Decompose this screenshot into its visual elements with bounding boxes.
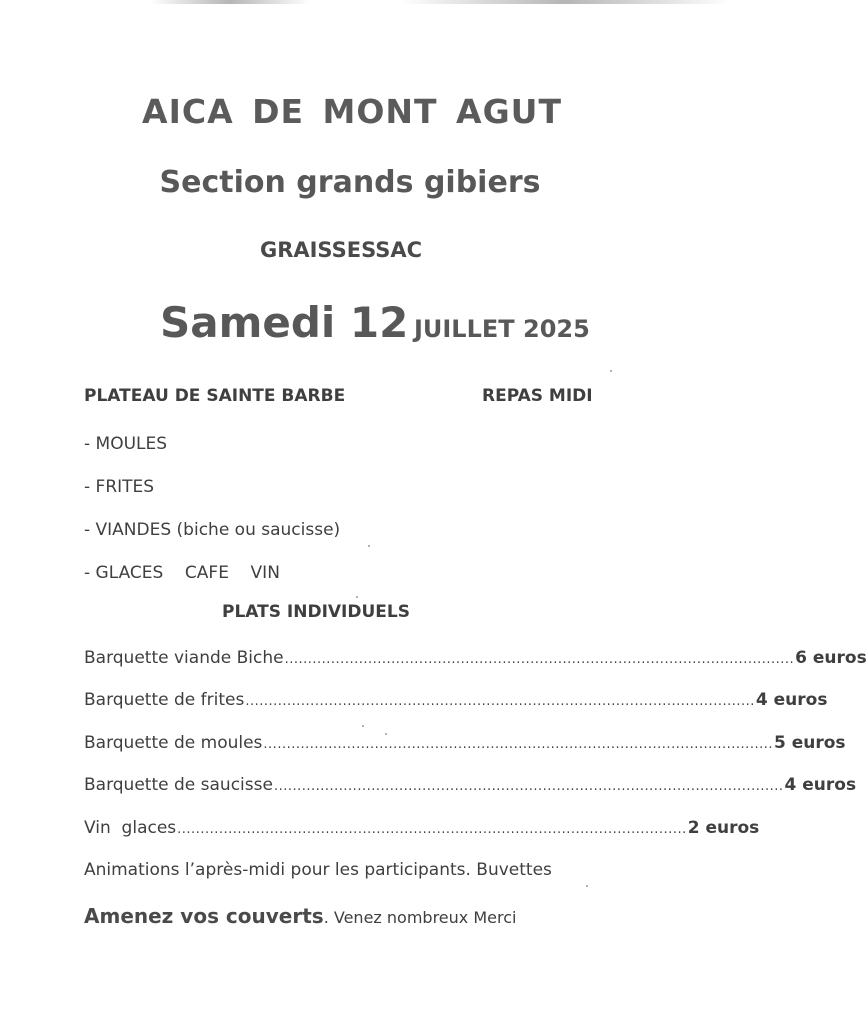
price-label: Barquette de frites: [84, 690, 245, 710]
bring-cutlery: Amenez vos couverts: [84, 904, 324, 928]
section-title: Section grands gibiers: [159, 165, 541, 200]
scan-edge-mark-right: [400, 0, 730, 4]
venue: PLATEAU DE SAINTE BARBE: [84, 386, 346, 406]
menu-item: - VIANDES (biche ou saucisse): [84, 520, 341, 540]
closing-line: [84, 904, 516, 928]
scan-speck: [385, 733, 387, 735]
leader-dots: ..............................................................................................................: [284, 652, 795, 667]
town-name: GRAISSESSAC: [259, 238, 423, 262]
association-title: AICA DE MONT AGUT: [142, 92, 562, 131]
event-day: Samedi 12: [160, 298, 409, 347]
scan-edge-mark-left: [150, 0, 310, 4]
scan-speck: [368, 545, 370, 547]
scan-speck: [586, 885, 588, 887]
menu-item: - MOULES: [84, 434, 168, 454]
price-value: 4 euros: [784, 775, 857, 795]
price-value: 6 euros: [795, 648, 867, 668]
leader-dots: ..............................................................................................................: [245, 694, 755, 709]
price-label: Barquette viande Biche: [84, 648, 284, 668]
meal-label: REPAS MIDI: [482, 386, 593, 406]
menu-item: - FRITES: [84, 477, 155, 497]
price-row: [84, 733, 846, 753]
event-month-year: JUILLET 2025: [413, 315, 590, 343]
scan-speck: [356, 596, 358, 598]
closing-text: . Venez nombreux Merci: [323, 908, 517, 927]
price-value: 4 euros: [755, 690, 828, 710]
price-value: 2 euros: [687, 818, 760, 838]
scan-speck: [610, 370, 612, 372]
plats-title: PLATS INDIVIDUELS: [222, 602, 410, 622]
price-label: Vin glaces: [84, 818, 177, 838]
price-row: [84, 775, 857, 795]
leader-dots: ..............................................................................................................: [273, 779, 784, 794]
price-row: [84, 818, 760, 838]
scan-speck: [362, 725, 364, 727]
price-label: Barquette de moules: [84, 733, 263, 753]
price-row: [84, 690, 828, 710]
animations-note: Animations l’après-midi pour les participants. Buvettes: [84, 860, 552, 880]
price-label: Barquette de saucisse: [84, 775, 273, 795]
event-date: [160, 298, 590, 347]
menu-item: - GLACES CAFE VIN: [84, 563, 280, 583]
leader-dots: ..............................................................................................................: [177, 822, 687, 837]
price-value: 5 euros: [773, 733, 846, 753]
leader-dots: ..............................................................................................................: [263, 737, 773, 752]
price-row: [84, 648, 867, 668]
